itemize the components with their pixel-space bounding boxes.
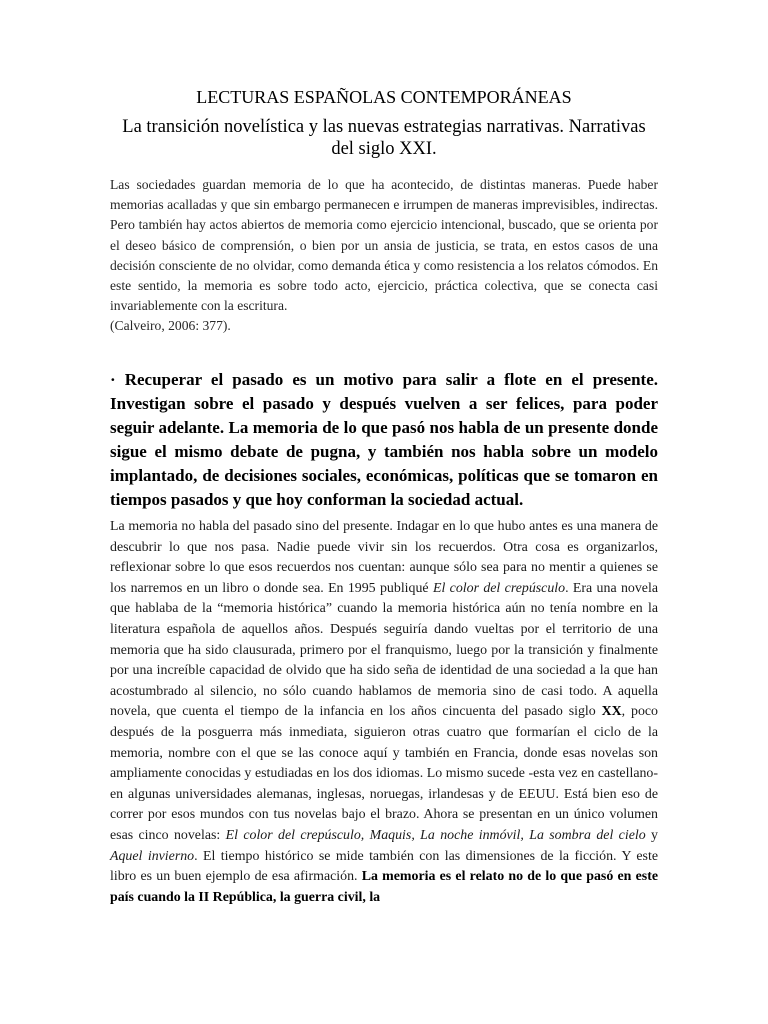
body-text-3: , poco después de la posguerra más inmediata, siguieron otras cuatro que formarían el ciclo de la memoria, nombre con el que se las conoce aquí y también en Francia, donde esas novelas son ampliamente conocidas y estudiadas en los dos idiomas. Lo mismo sucede -esta vez en castellano- en algunas universidades alemanas, inglesas, noruegas, irlandesas y de EEUU. Está bien eso de correr por esos mundos con tus novelas bajo el brazo. Ahora se presentan en un único volumen esas cinco novelas: bbox=[110, 704, 658, 843]
book-title-aquel-invierno: Aquel invierno bbox=[110, 848, 195, 864]
bold-closing-text: La memoria es el relato no de lo que pasó en este país cuando la II República, la guerra civil, la bbox=[110, 869, 658, 905]
body-paragraph bbox=[110, 517, 658, 908]
epigraph-quote bbox=[110, 175, 658, 337]
body-text-1: La memoria no habla del pasado sino del presente. Indagar en lo que hubo antes es una manera de descubrir lo que nos pasa. Nadie puede vivir sin los recuerdos. Otra cosa es organizarlos, reflexionar sobre lo que esos recuerdos nos cuentan: aunque sólo sea para no mentir a quienes se los narremos en un libro o donde sea. En 1995 publiqué bbox=[110, 519, 658, 596]
quote-citation: (Calveiro, 2006: 377). bbox=[110, 318, 231, 334]
century-label: XX bbox=[601, 704, 622, 720]
bold-summary bbox=[110, 368, 658, 511]
quote-text: Las sociedades guardan memoria de lo que ha acontecido, de distintas maneras. Puede haber memorias acalladas y que sin embargo permanecen e irrumpen de maneras imprevisibles, indirectas. Pero también hay actos abiertos de memoria como ejercicio intencional, buscado, que se orienta por el deseo básico de comprensión, o bien por un ansia de justicia, se trata, en estos casos de una decisión consciente de no olvidar, como demanda ética y como resistencia a los relatos cómodos. En este sentido, la memoria es sobre todo acto, ejercicio, práctica colectiva, que se conecta casi invariablemente con la escritura. bbox=[110, 177, 658, 314]
book-title-el-color: El color del crepúsculo bbox=[432, 580, 566, 596]
summary-line-1: · Recuperar el pasado es un motivo para salir a flote en el presente. Investigan sobre el pasado y después vuelven a ser felices, para poder seguir adelante. bbox=[110, 370, 658, 437]
conjunction-text: y bbox=[645, 827, 658, 843]
body-text-2: . Era una novela que hablaba de la “memoria histórica” cuando la memoria histórica aún no tenía nombre en la literatura española de aquellos años. Después seguiría dando vueltas por el territorio de una memoria que ha sido clausurada, primero por el franquismo, luego por la transición y finalmente por una increíble capacidad de olvido que ha sido seña de identidad de una sociedad a la que han acostumbrado al silencio, no sólo cuando hablamos de memoria sino de casi todo. A aquella novela, que cuenta el tiempo de la infancia en los años cincuenta del pasado siglo bbox=[110, 580, 658, 720]
summary-line-2: La memoria de lo que pasó nos habla de un presente donde sigue el mismo debate de pugna, y también nos habla sobre un modelo implantado, de decisiones sociales, económicas, políticas que se tomaron en tiempos pasados y que hoy conforman la sociedad actual. bbox=[110, 417, 658, 509]
document-title: LECTURAS ESPAÑOLAS CONTEMPORÁNEAS bbox=[196, 87, 572, 107]
book-titles-list: El color del crepúsculo, Maquis, La noche inmóvil, La sombra del cielo bbox=[225, 827, 646, 843]
body-text-4: . El tiempo histórico se mide también con las dimensiones de la ficción. Y este libro es un buen ejemplo de esa afirmación. bbox=[110, 848, 658, 885]
document-subtitle: La transición novelística y las nuevas estrategias narrativas. Narrativas del siglo XXI. bbox=[122, 117, 646, 159]
